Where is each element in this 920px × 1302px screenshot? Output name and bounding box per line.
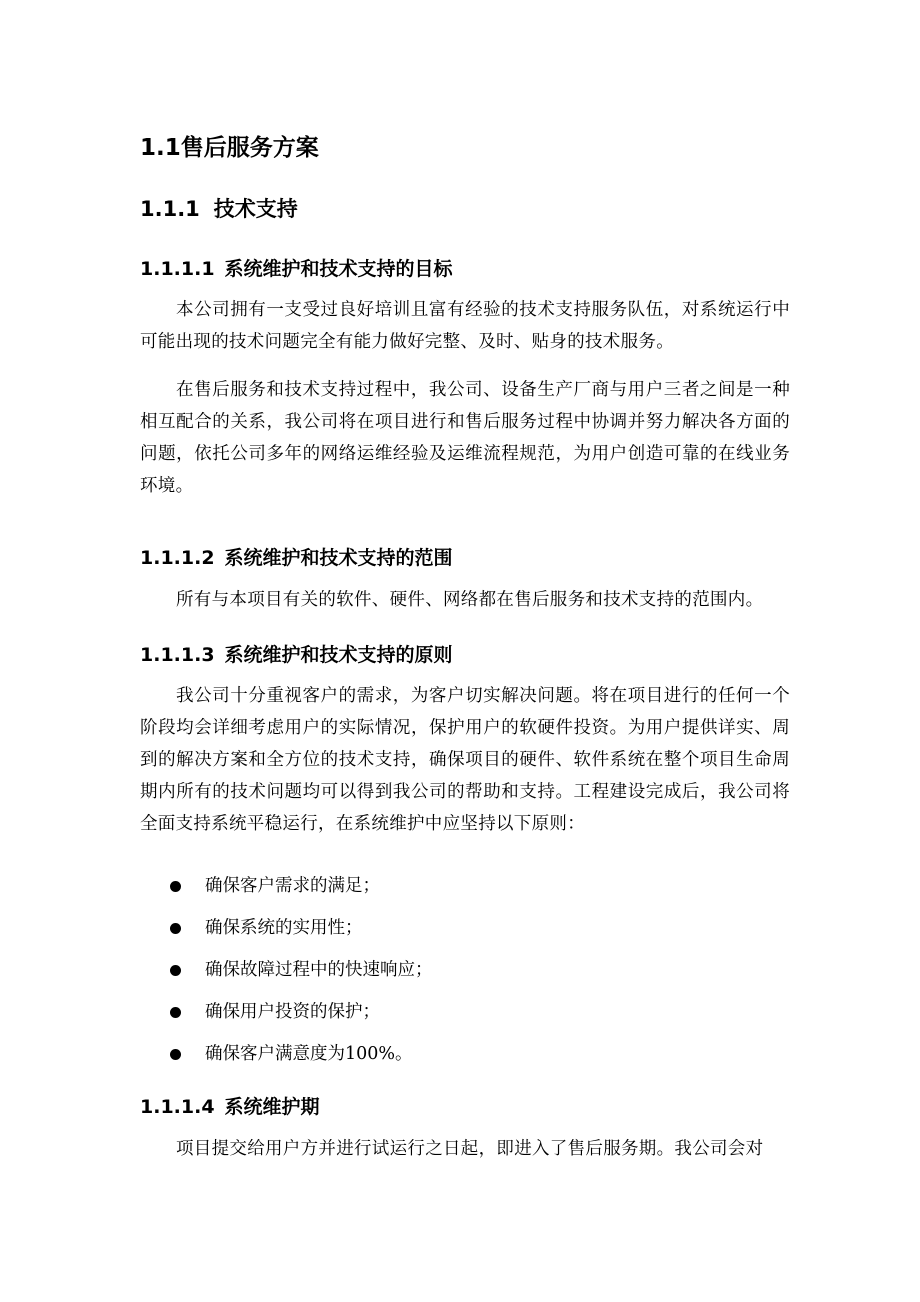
section-number: 1.1.1.4 — [140, 1096, 215, 1118]
paragraph-maintenance-period: 项目提交给用户方并进行试运行之日起，即进入了售后服务期。我公司会对 — [176, 1139, 764, 1159]
section-number: 1.1.1.3 — [140, 644, 215, 666]
list-item: 确保用户投资的保护； — [170, 996, 433, 1038]
list-item: 确保客户需求的满足； — [170, 870, 433, 912]
section-title: 系统维护和技术支持的目标 — [224, 258, 453, 280]
section-heading-maintenance-period — [140, 1093, 320, 1121]
section-title: 系统维护和技术支持的原则 — [224, 644, 453, 666]
list-item: 确保系统的实用性； — [170, 912, 433, 954]
bullet-dot-icon — [170, 1049, 181, 1060]
section-title: 系统维护和技术支持的范围 — [224, 547, 453, 569]
bullet-dot-icon — [170, 1007, 181, 1018]
paragraph-scope: 所有与本项目有关的软件、硬件、网络都在售后服务和技术支持的范围内。 — [176, 590, 764, 610]
heading-2 — [140, 194, 298, 224]
section-number: 1.1.1.1 — [140, 258, 215, 280]
principles-list — [170, 870, 433, 1080]
heading-2-number: 1.1.1 — [140, 197, 200, 221]
paragraph-principles: 我公司十分重视客户的需求，为客户切实解决问题。将在项目进行的任何一个阶段均会详细考虑用户的实际情况，保护用户的软硬件投资。为用户提供详实、周到的解决方案和全方位的技术支持，确保项目的硬件、软件系统在整个项目生命周期内所有的技术问题均可以得到我公司的帮助和支持。工程建设完成后，我公司将全面支持系统平稳运行，在系统维护中应坚持以下原则： — [140, 686, 790, 834]
bullet-dot-icon — [170, 881, 181, 892]
bullet-dot-icon — [170, 923, 181, 934]
list-item: 确保故障过程中的快速响应； — [170, 954, 433, 996]
section-heading-principles — [140, 641, 453, 669]
heading-2-text: 技术支持 — [213, 197, 298, 221]
section-heading-goal — [140, 255, 453, 283]
list-item: 确保客户满意度为100%。 — [170, 1038, 433, 1080]
bullet-dot-icon — [170, 965, 181, 976]
section-number: 1.1.1.2 — [140, 547, 215, 569]
heading-1: 1.1售后服务方案 — [140, 135, 319, 161]
paragraph-goal-2: 在售后服务和技术支持过程中，我公司、设备生产厂商与用户三者之间是一种相互配合的关系，我公司将在项目进行和售后服务过程中协调并努力解决各方面的问题，依托公司多年的网络运维经验及运维流程规范，为用户创造可靠的在线业务环境。 — [140, 380, 790, 496]
paragraph-goal-1: 本公司拥有一支受过良好培训且富有经验的技术支持服务队伍，对系统运行中可能出现的技术问题完全有能力做好完整、及时、贴身的技术服务。 — [140, 300, 790, 352]
section-heading-scope — [140, 544, 453, 572]
section-title: 系统维护期 — [224, 1096, 320, 1118]
